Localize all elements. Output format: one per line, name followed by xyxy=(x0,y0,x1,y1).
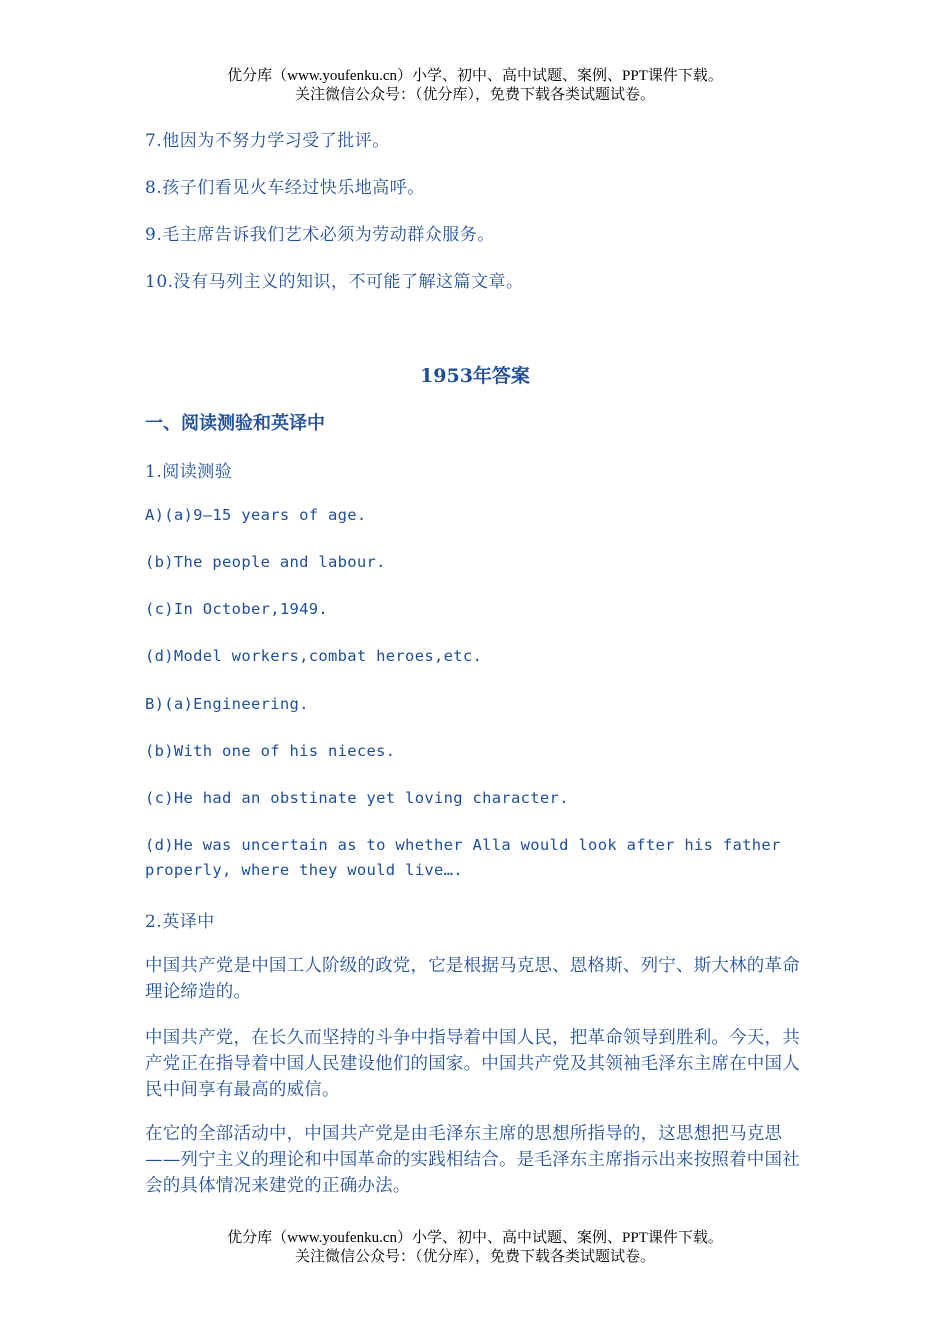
sentence-9: 9.毛主席告诉我们艺术必须为劳动群众服务。 xyxy=(145,225,495,245)
answer-b-a: B)(a)Engineering. xyxy=(145,695,309,713)
answer-b-d-line-2: properly, where they would live…. xyxy=(145,861,463,879)
sentence-7: 7.他因为不努力学习受了批评。 xyxy=(145,131,390,151)
part-heading: 一、阅读测验和英译中 xyxy=(145,413,325,434)
translation-paragraph-2: 中国共产党，在长久而坚持的斗争中指导着中国人民，把革命领导到胜利。今天，共产党正在指导着中国人民建设他们的国家。中国共产党及其领袖毛泽东主席在中国人民中间享有最高的威信。 xyxy=(145,1028,800,1100)
answer-b-d-line-1: (d)He was uncertain as to whether Alla would look after his father xyxy=(145,836,781,854)
header-line-1: 优分库（www.youfenku.cn）小学、初中、高中试题、案例、PPT课件下载。 xyxy=(227,68,723,84)
answer-a-a: A)(a)9—15 years of age. xyxy=(145,506,367,524)
sentence-8: 8.孩子们看见火车经过快乐地高呼。 xyxy=(145,178,425,198)
subheading-reading-test: 1.阅读测验 xyxy=(145,462,233,482)
answer-a-d: (d)Model workers,combat heroes,etc. xyxy=(145,647,483,665)
answer-b-b: (b)With one of his nieces. xyxy=(145,742,396,760)
answer-a-c: (c)In October,1949. xyxy=(145,600,329,618)
answer-a-b: (b)The people and labour. xyxy=(145,553,386,571)
footer-line-1: 优分库（www.youfenku.cn）小学、初中、高中试题、案例、PPT课件下载。 xyxy=(227,1230,723,1246)
header-line-2: 关注微信公众号：（优分库），免费下载各类试题试卷。 xyxy=(294,87,655,103)
answer-b-c: (c)He had an obstinate yet loving character. xyxy=(145,789,569,807)
section-title: 1953年答案 xyxy=(420,365,530,387)
translation-paragraph-3: 在它的全部活动中，中国共产党是由毛泽东主席的思想所指导的，这思想把马克思——列宁主义的理论和中国革命的实践相结合。是毛泽东主席指示出来按照着中国社会的具体情况来建党的正确办法。 xyxy=(145,1124,800,1196)
footer-line-2: 关注微信公众号：（优分库），免费下载各类试题试卷。 xyxy=(294,1249,655,1265)
translation-paragraph-1: 中国共产党是中国工人阶级的政党，它是根据马克思、恩格斯、列宁、斯大林的革命理论缔造的。 xyxy=(145,956,800,1002)
subheading-translation: 2.英译中 xyxy=(145,912,215,932)
sentence-10: 10.没有马列主义的知识，不可能了解这篇文章。 xyxy=(145,272,524,292)
page-header xyxy=(0,67,950,105)
page-footer xyxy=(0,1229,950,1267)
